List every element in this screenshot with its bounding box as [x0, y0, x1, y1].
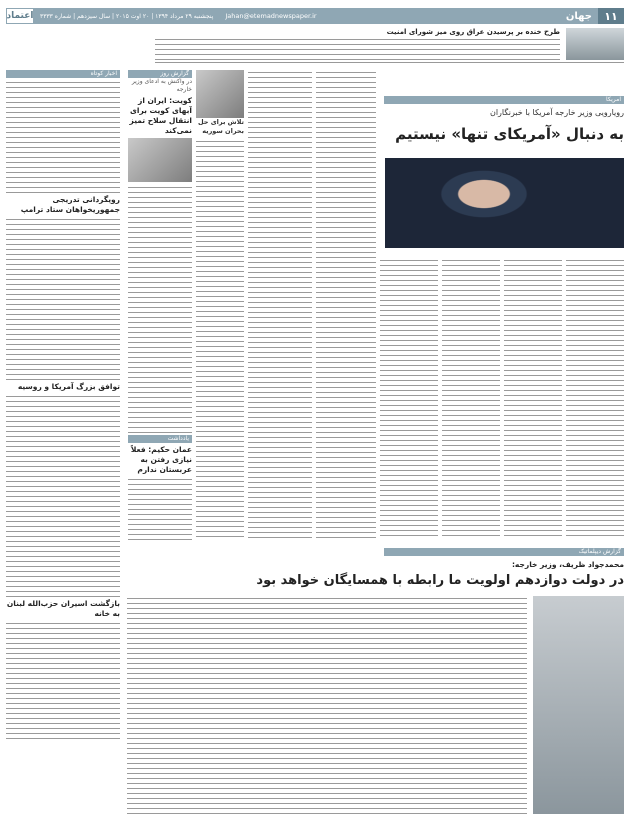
- bottom-section-bar: گزارش دیپلماتیک: [384, 548, 624, 556]
- mid-col-1: [316, 70, 376, 540]
- bottom-kicker: محمدجواد ظریف، وزیر خارجه:: [511, 560, 624, 569]
- section-email: Jahan@etemadnewspaper.ir: [225, 12, 317, 20]
- kuwait-photo: [128, 138, 192, 182]
- brief-us-russia-headline: توافق بزرگ آمریکا و روسیه: [17, 382, 120, 391]
- briefs-column: اخبار کوتاه رویگردانی تدریجی جمهوریخواهان ستاد ترامپ توافق بزرگ آمریکا و روسیه بازگشت اسیران حزب‌الله لبنان به خانه: [6, 70, 120, 815]
- masthead: [6, 8, 624, 24]
- newspaper-logo: اعتماد: [6, 8, 34, 24]
- main-body-col-2: [504, 258, 562, 540]
- main-body-col-3: [442, 258, 500, 540]
- brief-trump-headline: رویگردانی تدریجی جمهوریخواهان ستاد ترامپ: [20, 195, 120, 214]
- main-photo: [385, 158, 565, 248]
- bottom-body-text: [127, 596, 527, 814]
- main-kicker: رویارویی وزیر خارجه آمریکا با خبرنگاران: [489, 108, 624, 117]
- strip-title: طرح خنده بر پرسیدن عراق روی میز شورای امنیت: [386, 28, 560, 36]
- pull-quote: تلاش برای حل بحران سوریه: [197, 118, 244, 135]
- section-name: جهان: [565, 10, 592, 22]
- page-number: ۱۱: [598, 8, 624, 24]
- bottom-headline: در دولت دوازدهم اولویت ما رابطه با همسایگان خواهد بود: [256, 573, 624, 588]
- kuwait-headline: کویت: ایران از آبهای کویت برای انتقال سلاح تمیز نمی‌کند: [129, 96, 192, 135]
- yemen-headline: عمان حکیم: فعلاً نیازی رفتن به عربستان ندارم: [130, 445, 192, 474]
- quote-photo: [196, 70, 244, 118]
- mid-col-2: [248, 70, 312, 540]
- issue-date: پنجشنبه ۲۹ مرداد ۱۳۹۴ | ۲۰ اوت ۲۰۱۵ | سال سیزدهم | شماره ۳۳۳۳: [40, 12, 214, 20]
- quote-column: [196, 70, 244, 540]
- main-photo-edge: [565, 158, 624, 248]
- strip-photo: [566, 28, 624, 60]
- report-column: گزارش روز در واکنش به ادعای وزیر خارجه کویت: ایران از آبهای کویت برای انتقال سلاح تمیز نمی‌کند یادداشت عمان حکیم: فعلاً نیازی رفتن به عربستان ندارم: [128, 70, 192, 540]
- main-body-col-4: [380, 258, 438, 540]
- main-headline: به دنبال «آمریکای تنها» نیستیم: [395, 125, 624, 143]
- top-strip: [155, 28, 624, 63]
- main-body-col-1: [566, 258, 624, 540]
- strip-body-text: [155, 37, 560, 61]
- main-section-bar: آمریکا: [384, 96, 624, 104]
- brief-hezbollah-headline: بازگشت اسیران حزب‌الله لبنان به خانه: [6, 599, 120, 618]
- zarif-photo: [533, 596, 624, 814]
